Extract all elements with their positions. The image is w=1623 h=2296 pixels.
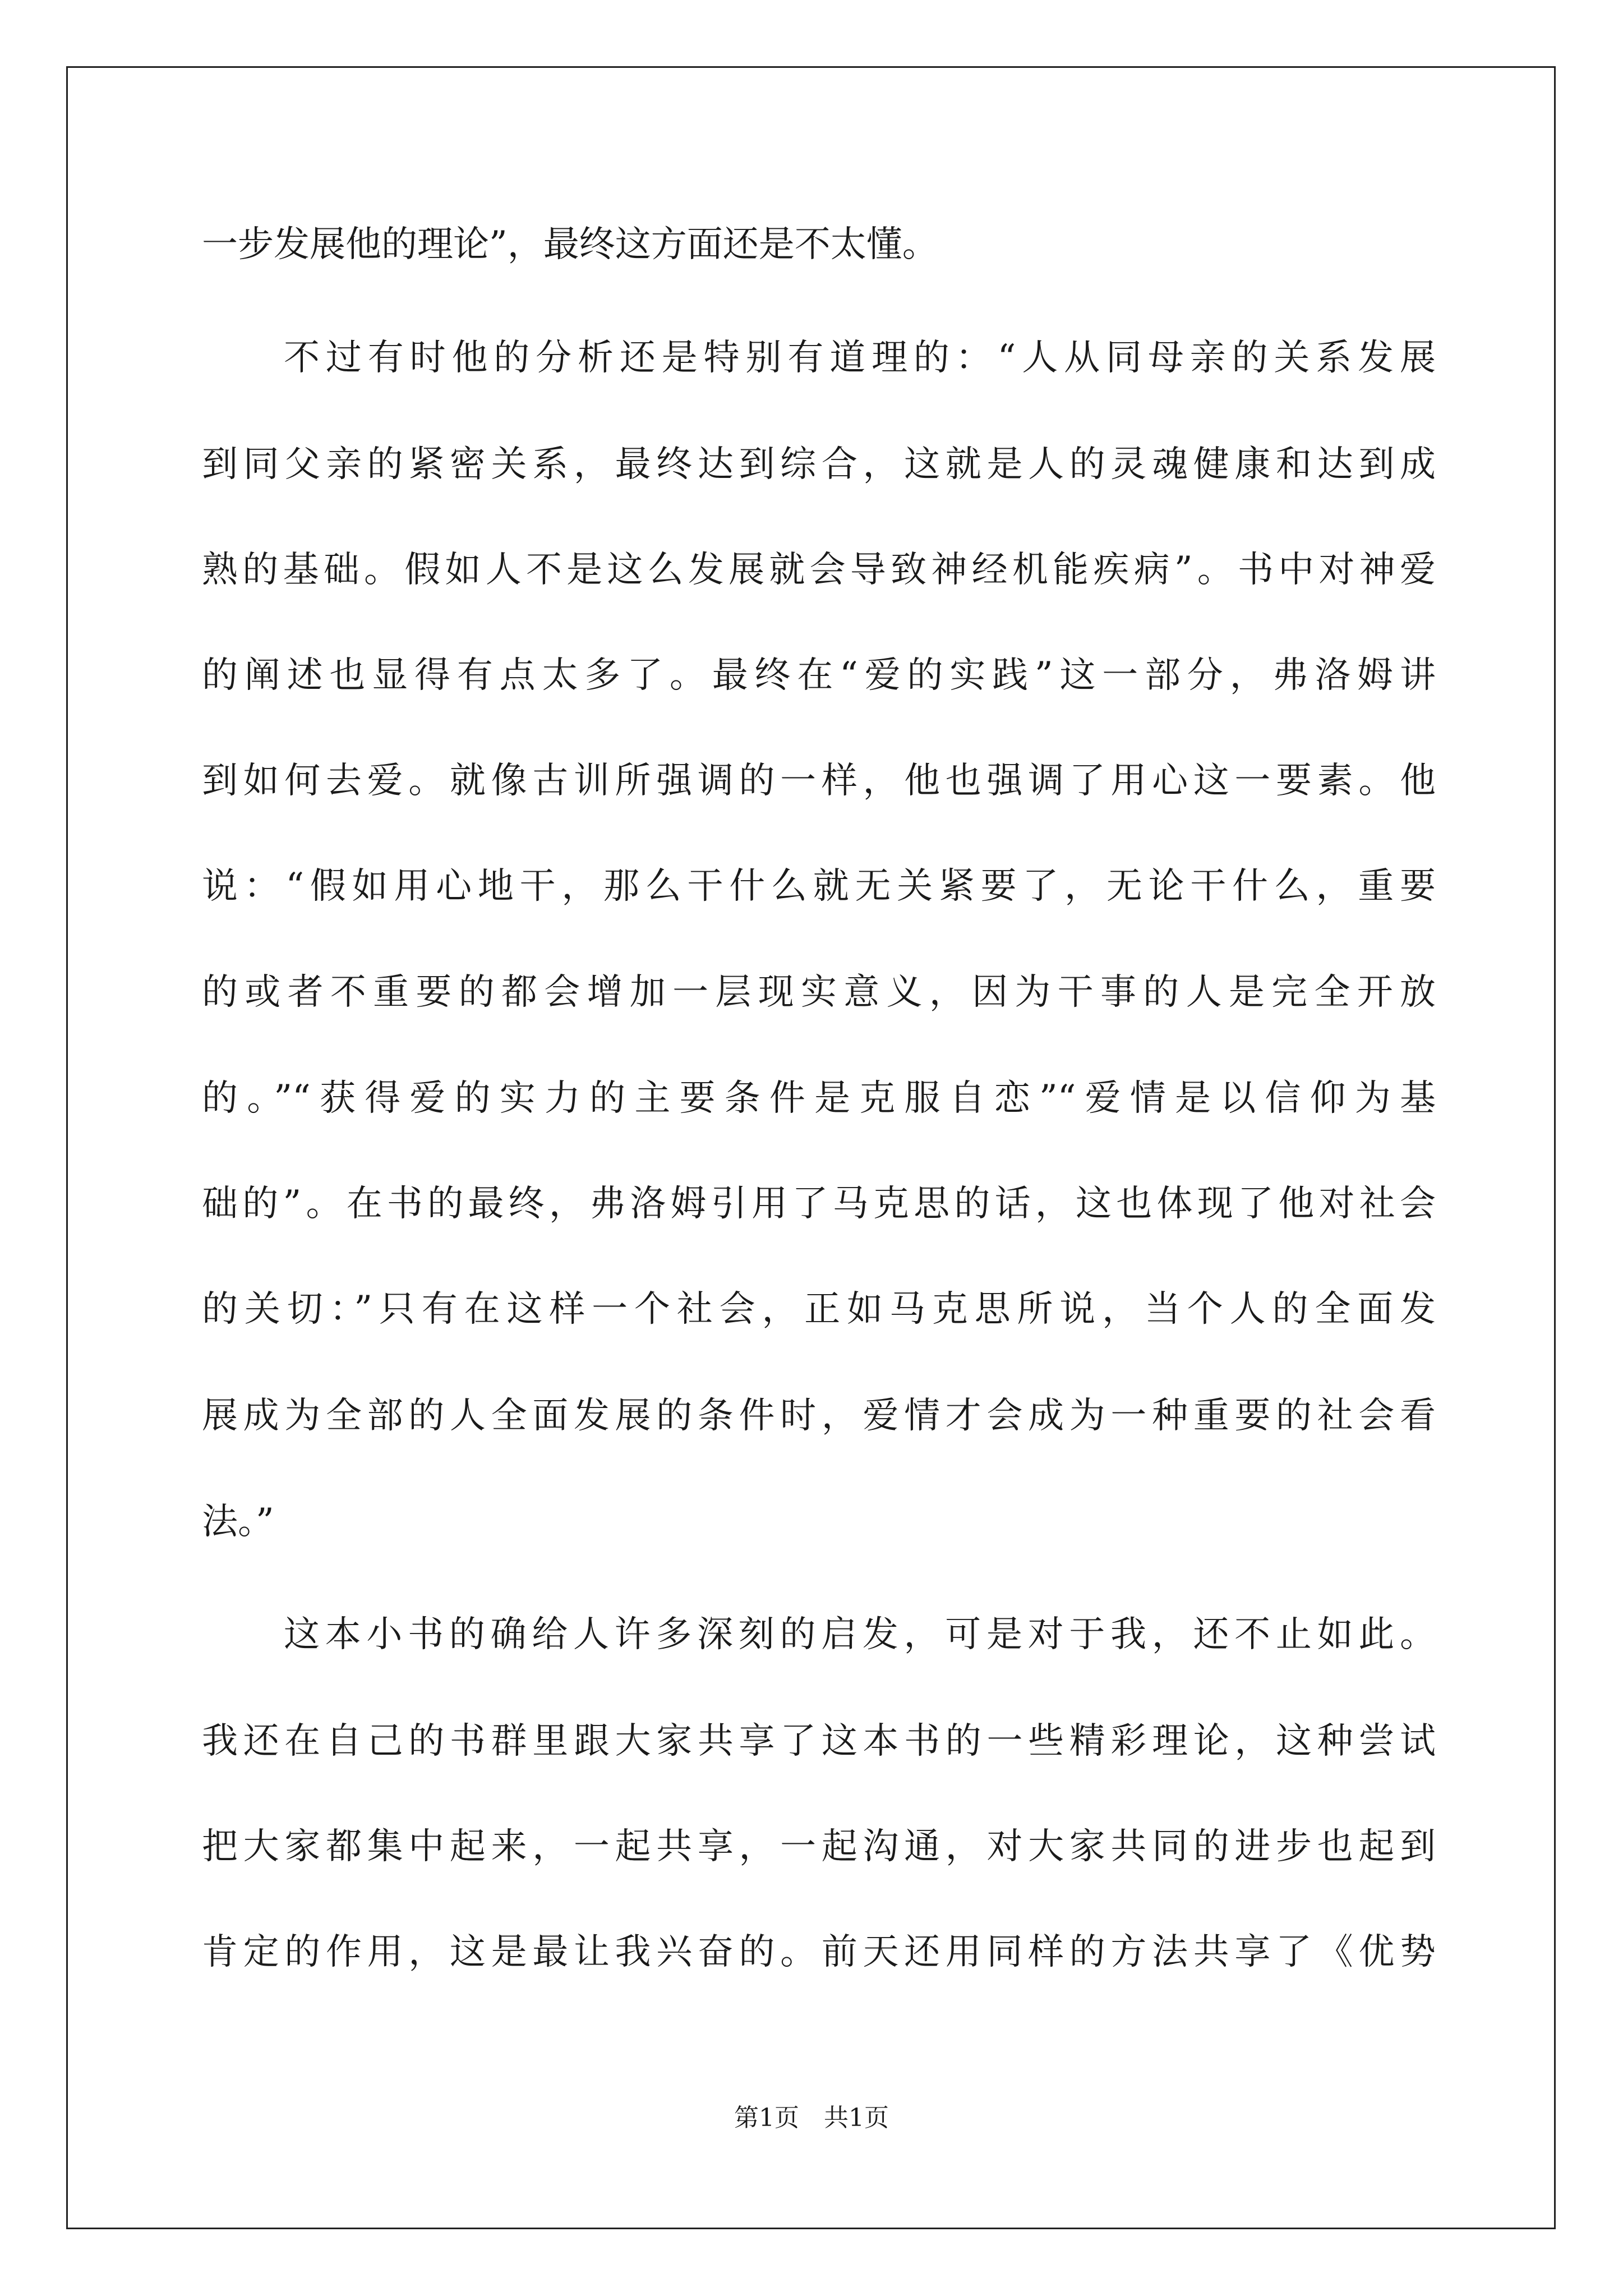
text-line: 肯定的作用，这是最让我兴奋的。前天还用同样的方法共享了《优势 — [202, 1931, 1436, 1973]
text-line: 我还在自己的书群里跟大家共享了这本书的一些精彩理论，这种尝试 — [202, 1720, 1436, 1762]
paragraph-first-line: 不过有时他的分析还是特别有道理的：“人从同母亲的关系发展 — [284, 337, 1436, 379]
text-line: 的。”“获得爱的实力的主要条件是克服自恋”“爱情是以信仰为基 — [202, 1078, 1436, 1119]
text-line: 熟的基础。假如人不是这么发展就会导致神经机能疾病”。书中对神爱 — [202, 549, 1436, 591]
text-line: 的关切：”只有在这样一个社会，正如马克思所说，当个人的全面发 — [202, 1289, 1436, 1330]
text-line: 到同父亲的紧密关系，最终达到综合，这就是人的灵魂健康和达到成 — [202, 444, 1436, 485]
text-line: 一步发展他的理论”，最终这方面还是不太懂。 — [202, 224, 938, 265]
text-line: 的或者不重要的都会增加一层现实意义，因为干事的人是完全开放 — [202, 972, 1436, 1013]
text-line: 的阐述也显得有点太多了。最终在“爱的实践”这一部分，弗洛姆讲 — [202, 655, 1436, 696]
text-line: 到如何去爱。就像古训所强调的一样，他也强调了用心这一要素。他 — [202, 760, 1436, 802]
text-line: 把大家都集中起来，一起共享，一起沟通，对大家共同的进步也起到 — [202, 1826, 1436, 1867]
page-border — [66, 66, 1556, 2229]
text-line: 说：“假如用心地干，那么干什么就无关紧要了，无论干什么，重要 — [202, 866, 1436, 907]
text-line: 础的”。在书的最终，弗洛姆引用了马克思的话，这也体现了他对社会 — [202, 1183, 1436, 1225]
page-number: 第1页 共1页 — [734, 2104, 889, 2132]
paragraph-first-line: 这本小书的确给人许多深刻的启发，可是对于我，还不止如此。 — [284, 1614, 1436, 1655]
text-line: 法。” — [202, 1501, 274, 1543]
text-line: 展成为全部的人全面发展的条件时，爱情才会成为一种重要的社会看 — [202, 1395, 1436, 1437]
